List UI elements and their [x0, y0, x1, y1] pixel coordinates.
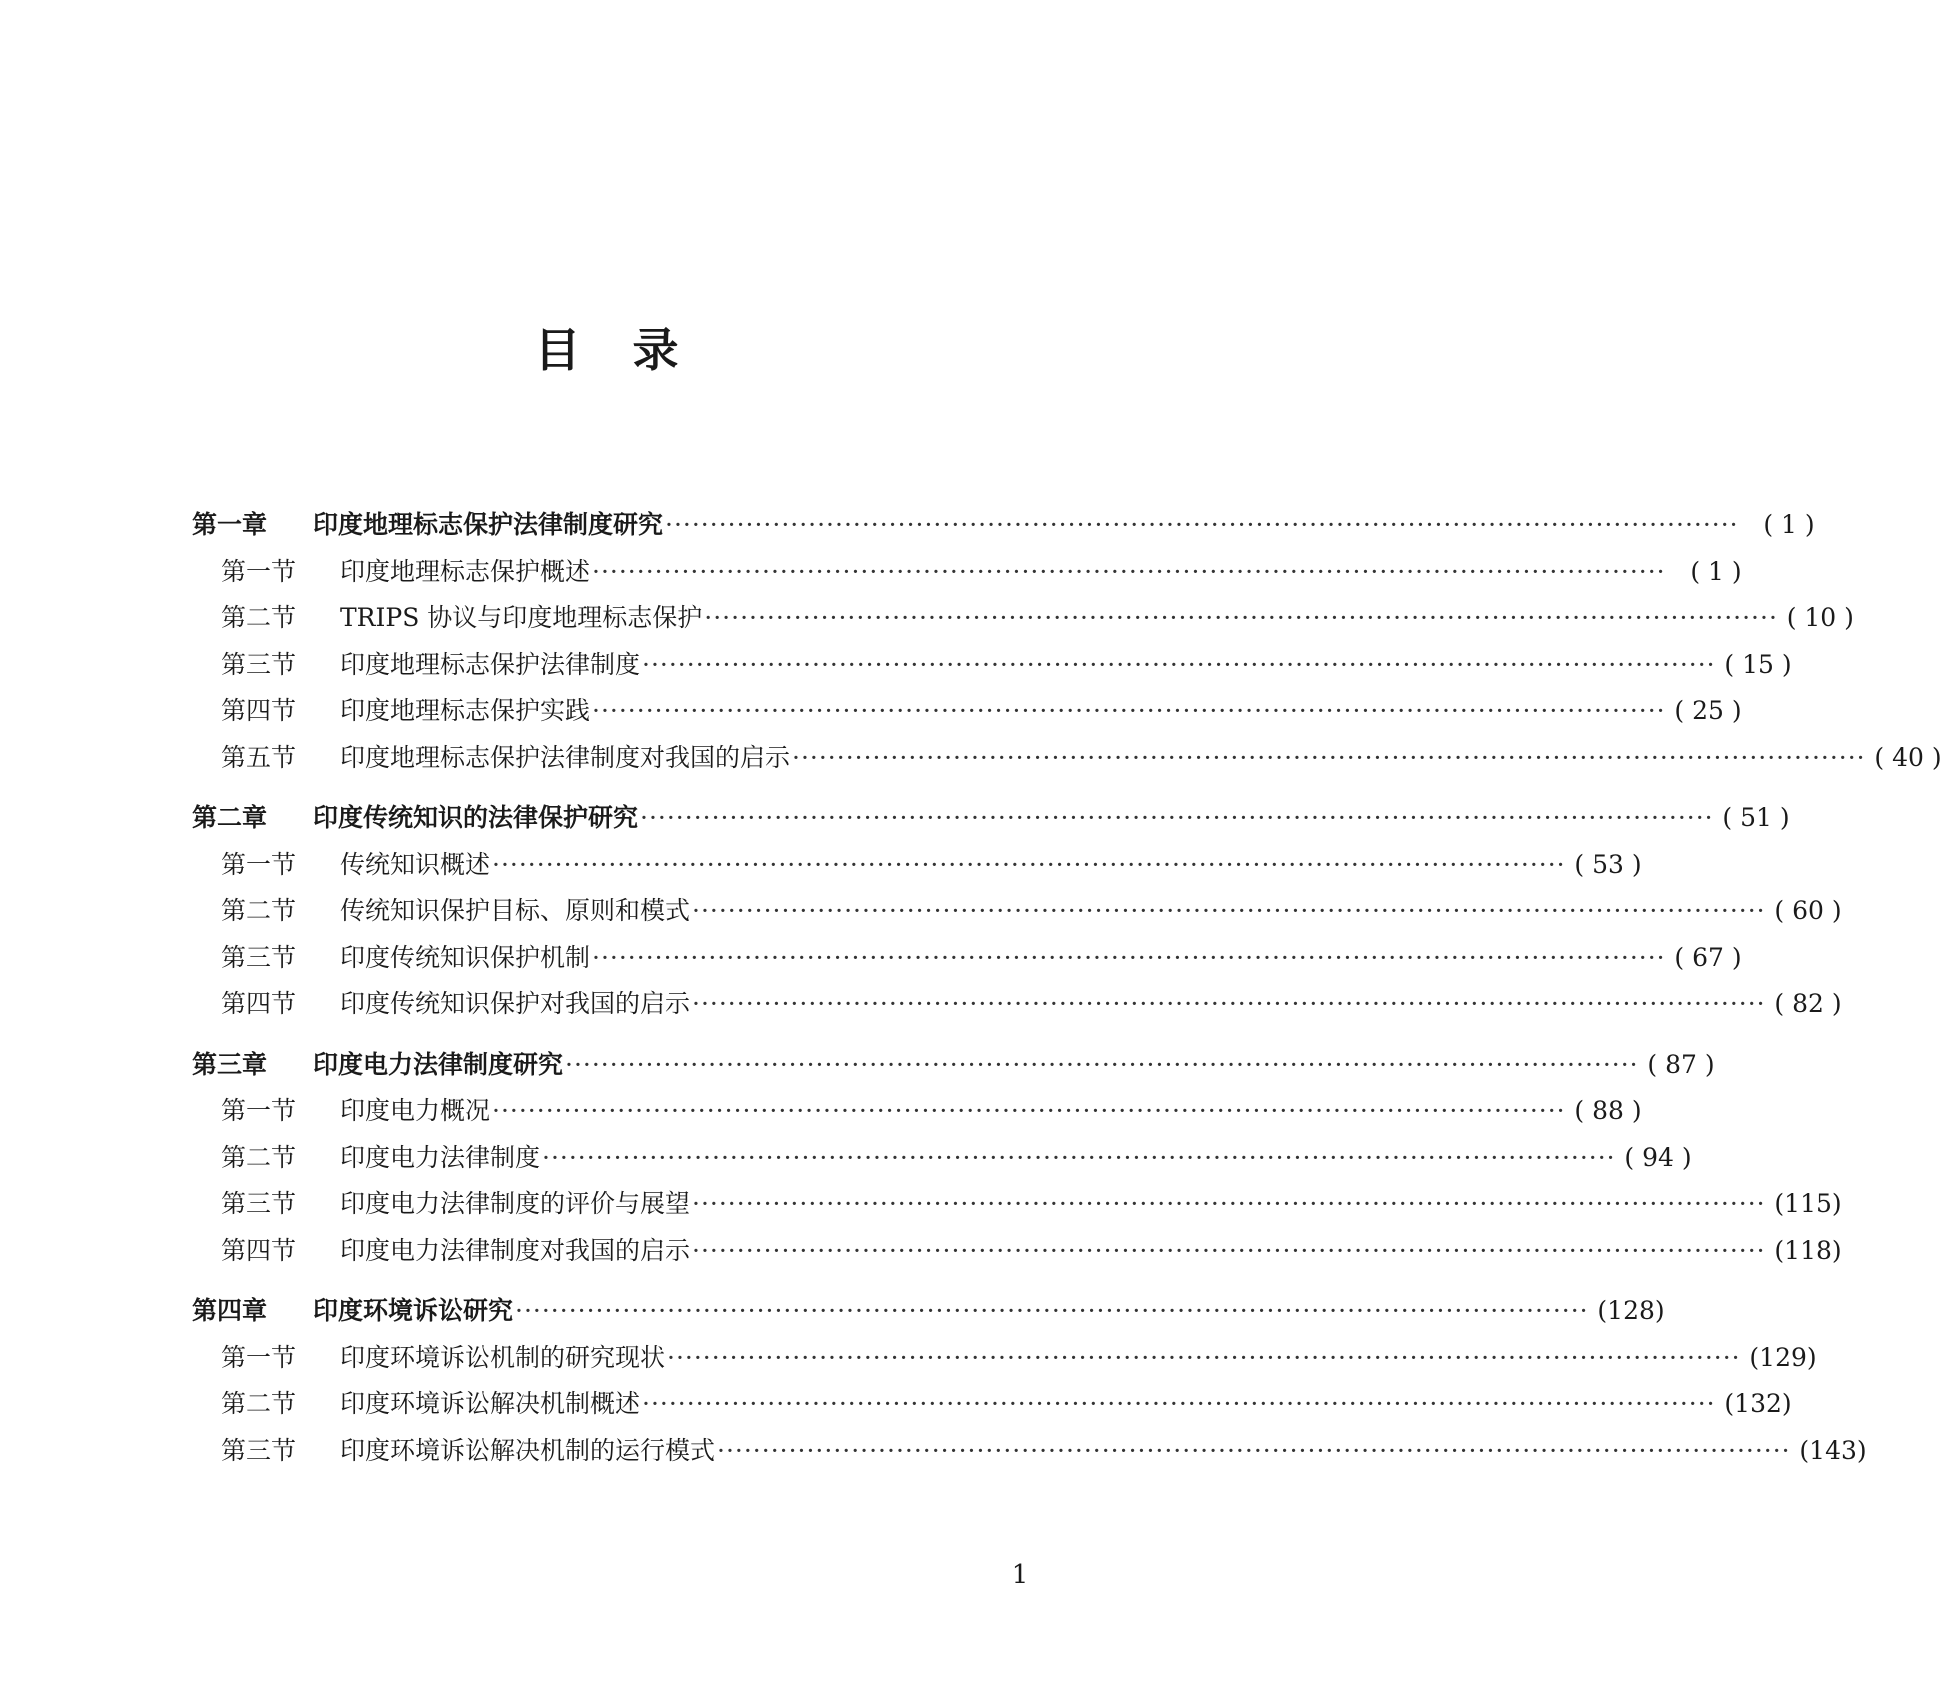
dot-leader: ························································································································	[792, 742, 1866, 772]
toc-entry-page: ( 15 )	[1724, 649, 1792, 679]
toc-entry-page: (118)	[1774, 1235, 1842, 1265]
dot-leader: ························································································································	[667, 1342, 1741, 1372]
toc-entry-label: 第四章	[192, 1296, 268, 1325]
toc-entry-title: 印度地理标志保护法律制度	[340, 649, 641, 679]
toc-section-row[interactable]	[221, 1181, 1842, 1227]
toc-entry-title: 印度传统知识的法律保护研究	[313, 803, 639, 832]
dot-leader: ························································································································	[542, 1142, 1616, 1172]
toc-entry-page: ( 25 )	[1674, 696, 1742, 725]
toc-entry-title: TRIPS 协议与印度地理标志保护	[340, 603, 703, 632]
toc-entry-page: ( 60 )	[1774, 896, 1842, 925]
toc-entry-title: 印度电力法律制度	[340, 1142, 541, 1172]
toc-entry-label: 第五节	[221, 742, 297, 772]
toc-section-row[interactable]	[221, 595, 1854, 641]
toc-entry-label: 第四节	[221, 1235, 297, 1265]
toc-entry-label: 第一节	[221, 556, 297, 586]
toc-entry-page: (143)	[1799, 1435, 1867, 1465]
toc-entry-label: 第三节	[221, 942, 297, 972]
page-number: 1	[1011, 1560, 1029, 1590]
toc-entry-page: ( 82 )	[1774, 989, 1842, 1018]
toc-entry-title: 印度环境诉讼解决机制概述	[340, 1389, 641, 1418]
toc-entry-page: ( 1 )	[1690, 556, 1742, 586]
toc-section-row[interactable]	[221, 1228, 1842, 1274]
toc-entry-title: 印度电力法律制度研究	[313, 1049, 564, 1079]
toc-section-row[interactable]	[221, 1428, 1867, 1474]
dot-leader: ························································································································	[592, 696, 1666, 725]
dot-leader: ························································································································	[665, 510, 1739, 539]
toc-entry-label: 第三节	[221, 1435, 297, 1465]
dot-leader: ························································································································	[692, 896, 1766, 925]
toc-entry-label: 第二节	[221, 603, 297, 632]
toc-entry-page: (132)	[1724, 1389, 1792, 1418]
toc-section-row[interactable]	[221, 888, 1842, 934]
toc-entry-label: 第二节	[221, 896, 297, 925]
toc-entry-label: 第二节	[221, 1389, 297, 1418]
toc-entry-title: 传统知识保护目标、原则和模式	[340, 896, 691, 925]
toc-section-row[interactable]	[221, 642, 1792, 688]
toc-entry-label: 第四节	[221, 989, 297, 1018]
toc-entry-label: 第三章	[192, 1049, 268, 1079]
toc-entry-title: 印度地理标志保护法律制度研究	[313, 510, 664, 539]
toc-section-row[interactable]	[221, 935, 1742, 981]
toc-entry-page: (115)	[1774, 1189, 1842, 1218]
toc-entry-title: 印度电力概况	[340, 1096, 491, 1125]
toc-entry-page: ( 94 )	[1624, 1142, 1692, 1172]
dot-leader: ························································································································	[717, 1435, 1791, 1465]
toc-entry-title: 印度传统知识保护机制	[340, 942, 591, 972]
toc-entry-title: 印度环境诉讼解决机制的运行模式	[340, 1435, 716, 1465]
toc-entry-page: ( 88 )	[1574, 1096, 1642, 1125]
dot-leader: ························································································································	[640, 803, 1714, 832]
dot-leader: ························································································································	[492, 1096, 1566, 1125]
page-title: 目录	[534, 323, 731, 377]
toc-entry-title: 印度传统知识保护对我国的启示	[340, 989, 691, 1018]
toc-entry-page: ( 51 )	[1722, 803, 1790, 832]
toc-chapter-row[interactable]	[192, 502, 1815, 548]
toc-entry-title: 印度电力法律制度对我国的启示	[340, 1235, 691, 1265]
toc-entry-title: 印度地理标志保护法律制度对我国的启示	[340, 742, 791, 772]
toc-section-row[interactable]	[221, 688, 1742, 734]
toc-entry-page: ( 10 )	[1786, 603, 1854, 632]
dot-leader: ························································································································	[592, 942, 1666, 972]
toc-entry-page: ( 1 )	[1763, 510, 1815, 539]
toc-entry-label: 第一章	[192, 510, 268, 539]
toc-entry-page: ( 87 )	[1647, 1049, 1715, 1079]
toc-entry-title: 印度地理标志保护实践	[340, 696, 591, 725]
toc-entry-page: ( 53 )	[1574, 849, 1642, 879]
dot-leader: ························································································································	[642, 649, 1716, 679]
toc-section-row[interactable]	[221, 1135, 1692, 1181]
toc-section-row[interactable]	[221, 981, 1842, 1027]
toc-section-row[interactable]	[221, 735, 1942, 781]
toc-entry-title: 传统知识概述	[340, 849, 491, 879]
toc-entry-label: 第一节	[221, 1096, 297, 1125]
toc-entry-label: 第四节	[221, 696, 297, 725]
toc-section-row[interactable]	[221, 1088, 1642, 1134]
dot-leader: ························································································································	[492, 849, 1566, 879]
toc-section-row[interactable]	[221, 1381, 1792, 1427]
toc-section-row[interactable]	[221, 842, 1642, 888]
toc-entry-title: 印度环境诉讼机制的研究现状	[340, 1342, 666, 1372]
dot-leader: ························································································································	[692, 1235, 1766, 1265]
dot-leader: ························································································································	[592, 556, 1666, 586]
dot-leader: ························································································································	[565, 1049, 1639, 1079]
dot-leader: ························································································································	[642, 1389, 1716, 1418]
toc-entry-title: 印度环境诉讼研究	[313, 1296, 514, 1325]
toc-entry-label: 第一节	[221, 1342, 297, 1372]
toc-section-row[interactable]	[221, 549, 1742, 595]
dot-leader: ························································································································	[515, 1296, 1589, 1325]
dot-leader: ························································································································	[704, 603, 1778, 632]
toc-entry-label: 第二节	[221, 1142, 297, 1172]
toc-chapter-row[interactable]	[192, 795, 1790, 841]
toc-entry-label: 第一节	[221, 849, 297, 879]
toc-chapter-row[interactable]	[192, 1288, 1665, 1334]
toc-entry-page: ( 67 )	[1674, 942, 1742, 972]
toc-entry-label: 第三节	[221, 1189, 297, 1218]
toc-entry-label: 第二章	[192, 803, 268, 832]
dot-leader: ························································································································	[692, 989, 1766, 1018]
toc-entry-label: 第三节	[221, 649, 297, 679]
toc-entry-page: (128)	[1597, 1296, 1665, 1325]
toc-chapter-row[interactable]	[192, 1042, 1715, 1088]
toc-entry-title: 印度地理标志保护概述	[340, 556, 591, 586]
toc-entry-page: ( 40 )	[1874, 742, 1942, 772]
toc-entry-title: 印度电力法律制度的评价与展望	[340, 1189, 691, 1218]
toc-section-row[interactable]	[221, 1335, 1817, 1381]
dot-leader: ························································································································	[692, 1189, 1766, 1218]
toc-entry-page: (129)	[1749, 1342, 1817, 1372]
